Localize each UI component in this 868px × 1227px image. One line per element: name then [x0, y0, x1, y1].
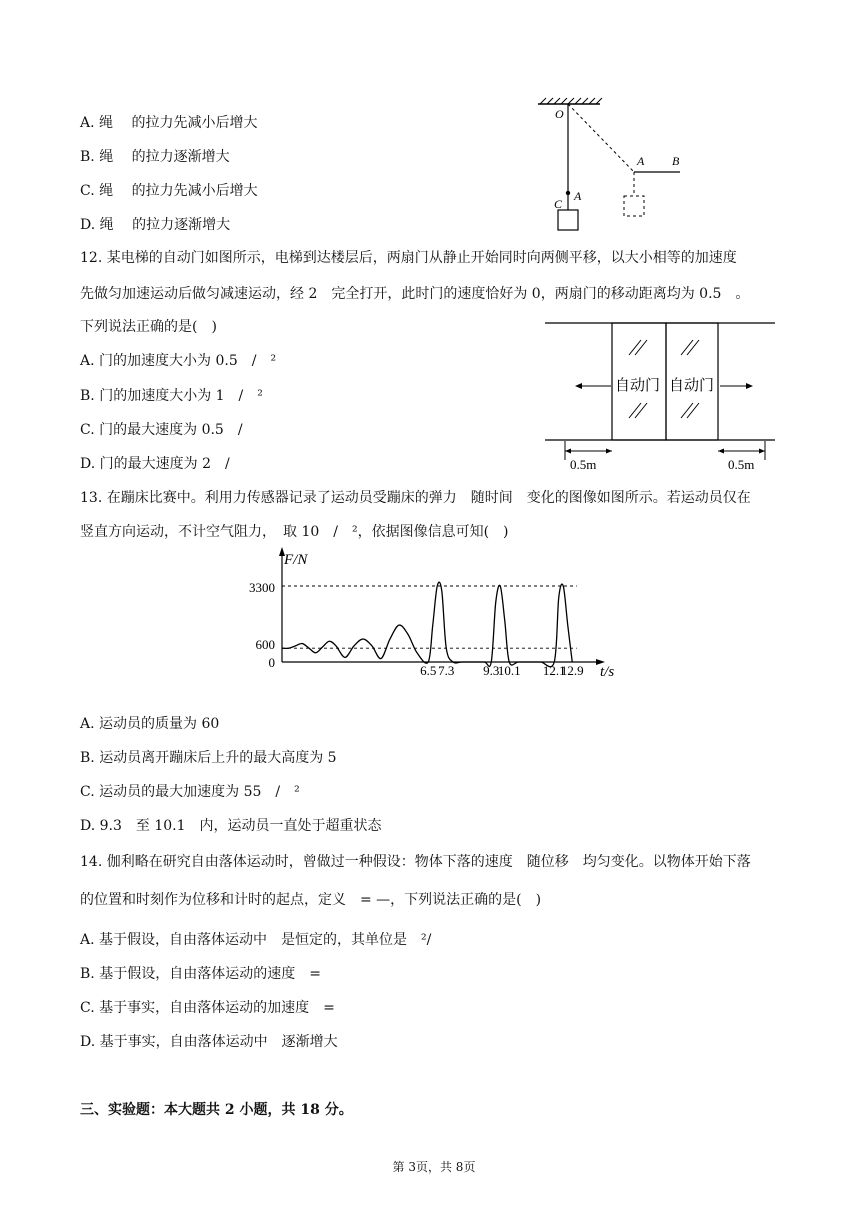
- q13-option-d: D. 9.3 至 10.1 内，运动员一直处于超重状态: [80, 818, 382, 834]
- q14-option-d: D. 基于事实，自由落体运动中 逐渐增大: [80, 1034, 338, 1050]
- q12-option-c: C. 门的最大速度为 0.5 /: [80, 422, 243, 438]
- q13-option-b: B. 运动员离开蹦床后上升的最大高度为 5: [80, 750, 337, 766]
- q12-stem-line-2: 先做匀加速运动后做匀减速运动，经 2 完全打开，此时门的速度恰好为 0，两扇门的移动距离均为 0.5 。: [80, 286, 750, 302]
- q12-option-b: B. 门的加速度大小为 1 / ²: [80, 388, 263, 404]
- q13-option-a: A. 运动员的质量为 60: [80, 716, 220, 732]
- door-label-right: 自动门: [669, 378, 715, 394]
- q11-option-d: D. 绳 的拉力逐渐增大: [80, 217, 231, 233]
- q12-option-d: D. 门的最大速度为 2 /: [80, 456, 230, 472]
- force-series-line: [282, 582, 572, 667]
- q11-label-b: B: [672, 154, 680, 168]
- q14-option-b: B. 基于假设，自由落体运动的速度 =: [80, 966, 321, 982]
- q11-label-a2: A: [637, 154, 645, 168]
- q13-option-c: C. 运动员的最大加速度为 55 / ²: [80, 784, 300, 800]
- page-footer: 第 3页，共 8页: [392, 1160, 476, 1174]
- dist-label-left: 0.5m: [570, 457, 597, 472]
- q14-option-a: A. 基于假设，自由落体运动中 是恒定的，其单位是 ²/: [80, 932, 432, 948]
- q11-label-o: O: [555, 107, 564, 121]
- y-tick-600: 600: [255, 637, 275, 652]
- q13-stem-line-2: 竖直方向运动，不计空气阻力， 取 10 / ²，依据图像信息可知( ): [80, 524, 509, 540]
- y-tick-3300: 3300: [249, 580, 275, 595]
- q11-label-c: C: [554, 197, 563, 211]
- q12-stem-line-3: 下列说法正确的是( ): [80, 319, 217, 335]
- chart-ylabel: F/N: [284, 552, 308, 568]
- section-3-heading: 三、实验题：本大题共 2 小题，共 18 分。: [80, 1102, 353, 1118]
- dist-label-right: 0.5m: [728, 457, 755, 472]
- y-tick-0: 0: [268, 655, 275, 670]
- door-label-left: 自动门: [615, 378, 661, 394]
- x-tick-10.1: 10.1: [497, 663, 521, 678]
- q14-option-c: C. 基于事实，自由落体运动的加速度 =: [80, 1000, 335, 1016]
- q13-stem-line-1: 13. 在蹦床比赛中。利用力传感器记录了运动员受蹦床的弹力 随时间 变化的图像如图所示。若运动员仅在: [80, 490, 751, 506]
- q14-stem-line-1: 14. 伽利略在研究自由落体运动时，曾做过一种假设：物体下落的速度 随位移 均匀变化。以物体开始下落: [80, 854, 751, 870]
- x-tick-6.5: 6.5: [420, 663, 437, 678]
- q12-option-a: A. 门的加速度大小为 0.5 / ²: [80, 353, 277, 369]
- q11-option-a: A. 绳 的拉力先减小后增大: [80, 115, 258, 131]
- q11-option-c: C. 绳 的拉力先减小后增大: [80, 183, 258, 199]
- q11-label-a1: A: [574, 189, 582, 203]
- x-tick-9.3: 9.3: [483, 663, 500, 678]
- x-tick-12.9: 12.9: [560, 663, 584, 678]
- x-tick-7.3: 7.3: [438, 663, 455, 678]
- q14-stem-line-2: 的位置和时刻作为位移和计时的起点，定义 = —，下列说法正确的是( ): [80, 892, 542, 908]
- q12-stem-line-1: 12. 某电梯的自动门如图所示，电梯到达楼层后，两扇门从静止开始同时向两侧平移，以大小相等的加速度: [80, 250, 737, 266]
- chart-xlabel: t/s: [600, 664, 615, 680]
- x-tick-12.1: 12.1: [542, 663, 566, 678]
- q11-option-b: B. 绳 的拉力逐渐增大: [80, 149, 230, 165]
